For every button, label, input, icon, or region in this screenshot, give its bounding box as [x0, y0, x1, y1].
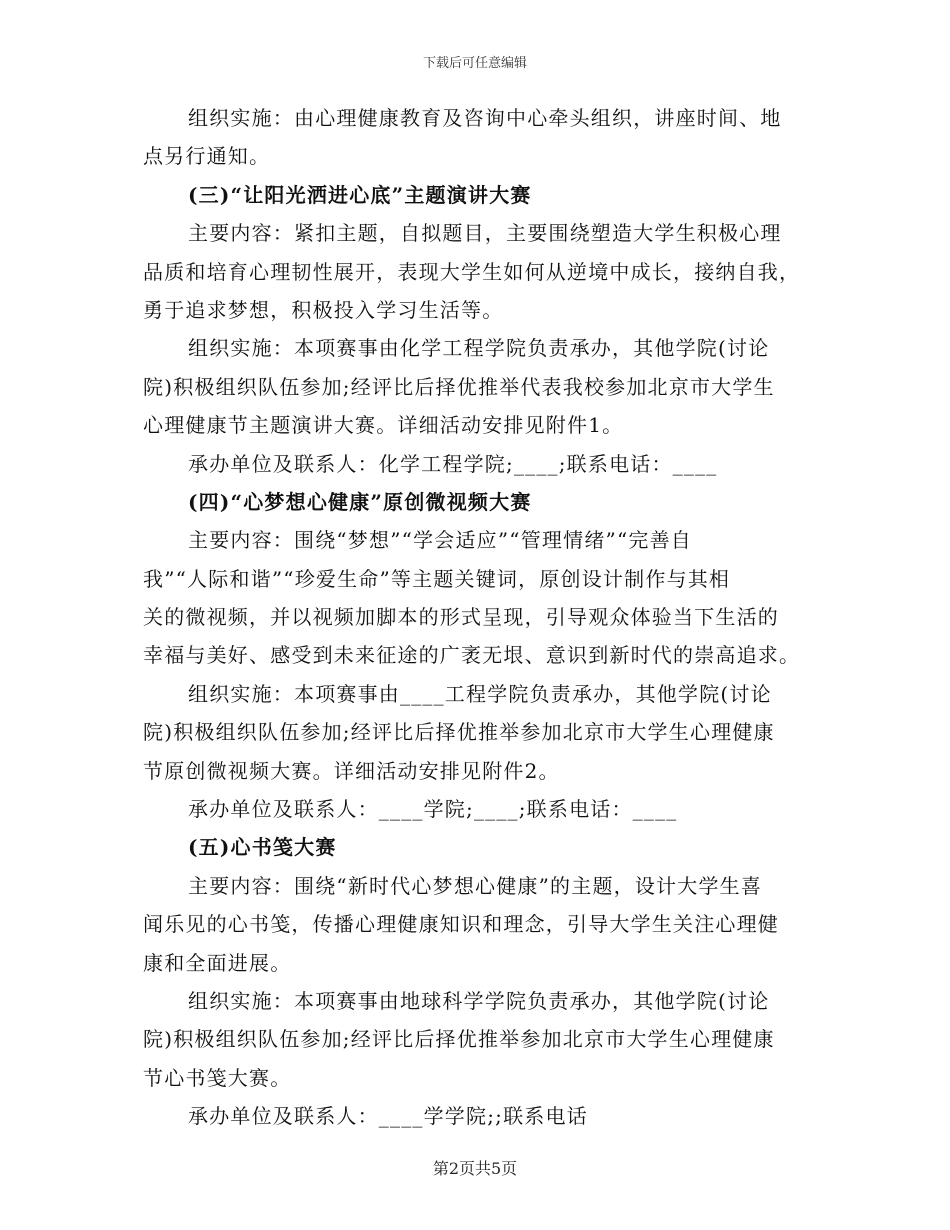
text-line: 幸福与美好、感受到未来征途的广袤无垠、意识到新时代的崇高追求。 — [143, 643, 801, 668]
text-line: 主要内容：围绕“新时代心梦想心健康”的主题，设计大学生喜 — [188, 873, 763, 898]
text-line: 节原创微视频大赛。详细活动安排见附件2。 — [143, 758, 560, 783]
text-line: 院)积极组织队伍参加;经评比后择优推举代表我校参加北京市大学生 — [143, 374, 775, 399]
text-line: 品质和培育心理韧性展开，表现大学生如何从逆境中成长，接纳自我， — [143, 259, 801, 284]
text-line: 主要内容：紧扣主题，自拟题目，主要围绕塑造大学生积极心理 — [188, 221, 782, 246]
text-line: 院)积极组织队伍参加;经评比后择优推举参加北京市大学生心理健康 — [143, 720, 775, 745]
section-heading: (四)“心梦想心健康”原创微视频大赛 — [188, 489, 532, 514]
section-heading: (五)心书笺大赛 — [188, 835, 337, 860]
text-line: 组织实施：本项赛事由____工程学院负责承办，其他学院(讨论 — [188, 681, 772, 706]
text-line: 闻乐见的心书笺，传播心理健康知识和理念，引导大学生关注心理健 — [143, 912, 779, 937]
text-line: 承办单位及联系人：____学学院;;联系电话 — [188, 1104, 588, 1129]
text-line: 承办单位及联系人：化学工程学院;____;联系电话：____ — [188, 451, 718, 476]
text-line: 主要内容：围绕“梦想”“学会适应”“管理情绪”“完善自 — [188, 528, 692, 553]
text-line: 节心书笺大赛。 — [143, 1065, 292, 1090]
text-line: 承办单位及联系人：____学院;____;联系电话：____ — [188, 797, 678, 822]
page-header: 下载后可任意编辑 — [422, 56, 527, 71]
page-footer: 第2页共5页 — [432, 1159, 518, 1178]
section-heading: (三)“让阳光洒进心底”主题演讲大赛 — [188, 182, 532, 207]
text-line: 组织实施：本项赛事由化学工程学院负责承办，其他学院(讨论 — [188, 336, 770, 361]
text-line: 康和全面进展。 — [143, 950, 292, 975]
text-line: 关的微视频，并以视频加脚本的形式呈现，引导观众体验当下生活的 — [143, 605, 779, 630]
text-line: 勇于追求梦想，积极投入学习生活等。 — [143, 297, 504, 322]
document-body — [143, 108, 813, 1145]
text-line: 心理健康节主题演讲大赛。详细活动安排见附件1。 — [143, 413, 624, 438]
text-line: 点另行通知。 — [143, 144, 271, 169]
text-line: 组织实施：由心理健康教育及咨询中心牵头组织，讲座时间、地 — [188, 106, 782, 130]
text-line: 组织实施：本项赛事由地球科学学院负责承办，其他学院(讨论 — [188, 988, 770, 1013]
text-line: 院)积极组织队伍参加;经评比后择优推举参加北京市大学生心理健康 — [143, 1027, 775, 1052]
text-line: 我”“人际和谐”“珍爱生命”等主题关键词，原创设计制作与其相 — [143, 566, 731, 591]
